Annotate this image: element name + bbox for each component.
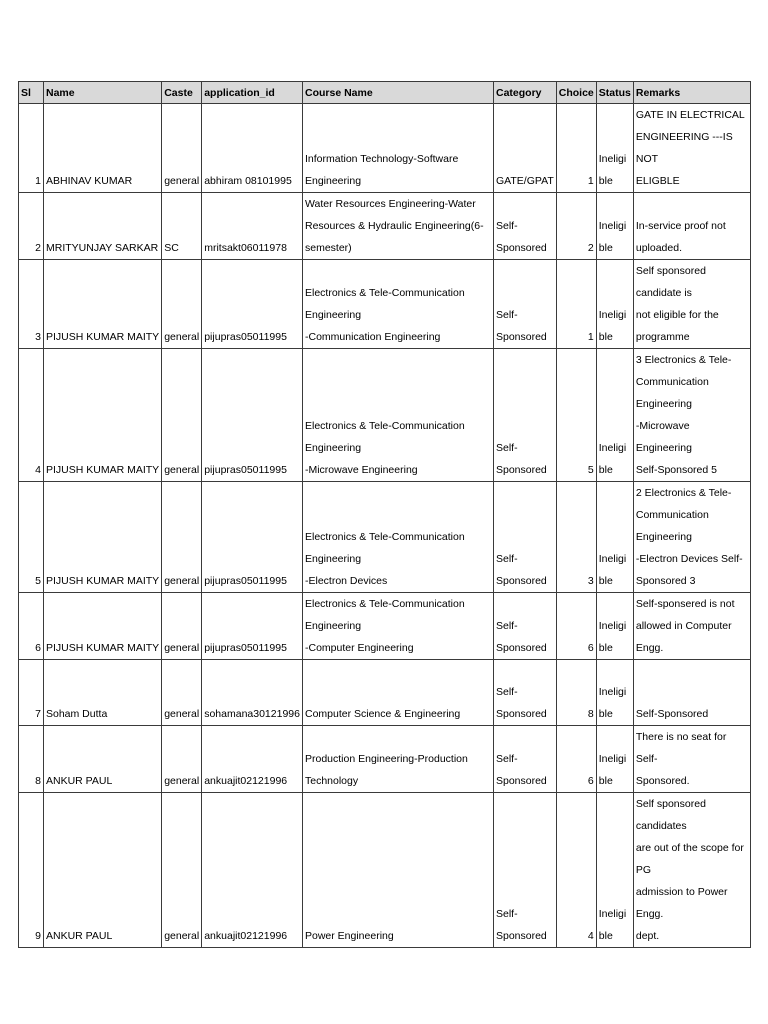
cell-category: Self- Sponsored [493,260,556,349]
cell-application-id: mritsakt06011978 [202,193,303,260]
cell-name: PIJUSH KUMAR MAITY [44,482,162,593]
cell-caste: general [162,793,202,948]
cell-choice: 8 [556,660,596,726]
cell-choice: 5 [556,349,596,482]
header-row [19,82,751,104]
cell-application-id: ankuajit02121996 [202,793,303,948]
cell-name: ANKUR PAUL [44,726,162,793]
cell-category: Self- Sponsored [493,793,556,948]
cell-status: Ineligi ble [596,349,633,482]
table-row [19,660,751,726]
cell-choice: 6 [556,726,596,793]
cell-caste: general [162,349,202,482]
cell-choice: 2 [556,193,596,260]
cell-choice: 4 [556,793,596,948]
cell-sl: 9 [19,793,44,948]
cell-course: Electronics & Tele-Communication Engineering -Computer Engineering [302,593,493,660]
cell-choice: 1 [556,104,596,193]
cell-course: Information Technology-Software Engineering [302,104,493,193]
cell-status: Ineligi ble [596,260,633,349]
cell-name: MRITYUNJAY SARKAR [44,193,162,260]
cell-sl: 5 [19,482,44,593]
cell-course: Electronics & Tele-Communication Engineering -Communication Engineering [302,260,493,349]
cell-application-id: pijupras05011995 [202,349,303,482]
cell-sl: 4 [19,349,44,482]
applications-table [18,81,751,948]
cell-name: ANKUR PAUL [44,793,162,948]
cell-category: Self- Sponsored [493,726,556,793]
header-caste: Caste [162,82,202,104]
cell-category: Self- Sponsored [493,349,556,482]
cell-category: GATE/GPAT [493,104,556,193]
cell-name: Soham Dutta [44,660,162,726]
table-row [19,104,751,193]
cell-sl: 8 [19,726,44,793]
cell-sl: 3 [19,260,44,349]
cell-sl: 2 [19,193,44,260]
header-sl: Sl [19,82,44,104]
header-choice: Choice [556,82,596,104]
table-row [19,793,751,948]
cell-status: Ineligi ble [596,104,633,193]
cell-remarks: In-service proof not uploaded. [633,193,750,260]
cell-category: Self- Sponsored [493,593,556,660]
cell-caste: general [162,104,202,193]
cell-status: Ineligi ble [596,660,633,726]
table-body [19,104,751,948]
cell-caste: general [162,260,202,349]
cell-name: PIJUSH KUMAR MAITY [44,349,162,482]
header-category: Category [493,82,556,104]
cell-choice: 3 [556,482,596,593]
cell-remarks: Self-sponsered is not allowed in Computer Engg. [633,593,750,660]
cell-sl: 7 [19,660,44,726]
cell-course: Production Engineering-Production Technology [302,726,493,793]
cell-status: Ineligi ble [596,793,633,948]
cell-remarks: GATE IN ELECTRICAL ENGINEERING ---IS NOT ELIGBLE [633,104,750,193]
cell-remarks: Self sponsored candidate is not eligible for the programme [633,260,750,349]
table-row [19,260,751,349]
header-application-id: application_id [202,82,303,104]
cell-sl: 6 [19,593,44,660]
table-row [19,193,751,260]
cell-status: Ineligi ble [596,593,633,660]
cell-choice: 1 [556,260,596,349]
cell-name: PIJUSH KUMAR MAITY [44,593,162,660]
cell-application-id: pijupras05011995 [202,260,303,349]
cell-remarks: Self sponsored candidates are out of the scope for PG admission to Power Engg. dept. [633,793,750,948]
cell-remarks: 3 Electronics & Tele- Communication Engineering -Microwave Engineering Self-Sponsored 5 [633,349,750,482]
cell-application-id: sohamana30121996 [202,660,303,726]
header-remarks: Remarks [633,82,750,104]
cell-caste: SC [162,193,202,260]
cell-course: Electronics & Tele-Communication Engineering -Microwave Engineering [302,349,493,482]
cell-course: Computer Science & Engineering [302,660,493,726]
cell-course: Power Engineering [302,793,493,948]
cell-status: Ineligi ble [596,193,633,260]
cell-application-id: pijupras05011995 [202,593,303,660]
cell-sl: 1 [19,104,44,193]
cell-status: Ineligi ble [596,726,633,793]
cell-choice: 6 [556,593,596,660]
cell-application-id: abhiram 08101995 [202,104,303,193]
cell-category: Self- Sponsored [493,193,556,260]
cell-course: Electronics & Tele-Communication Engineering -Electron Devices [302,482,493,593]
cell-caste: general [162,660,202,726]
cell-name: PIJUSH KUMAR MAITY [44,260,162,349]
cell-remarks: 2 Electronics & Tele- Communication Engineering -Electron Devices Self- Sponsored 3 [633,482,750,593]
table-row [19,349,751,482]
cell-status: Ineligi ble [596,482,633,593]
table-row [19,593,751,660]
table-row [19,482,751,593]
cell-course: Water Resources Engineering-Water Resources & Hydraulic Engineering(6- semester) [302,193,493,260]
header-status: Status [596,82,633,104]
cell-caste: general [162,593,202,660]
cell-caste: general [162,726,202,793]
cell-category: Self- Sponsored [493,660,556,726]
cell-category: Self- Sponsored [493,482,556,593]
cell-name: ABHINAV KUMAR [44,104,162,193]
cell-application-id: ankuajit02121996 [202,726,303,793]
header-name: Name [44,82,162,104]
header-course-name: Course Name [302,82,493,104]
cell-application-id: pijupras05011995 [202,482,303,593]
cell-caste: general [162,482,202,593]
table-row [19,726,751,793]
cell-remarks: Self-Sponsored [633,660,750,726]
cell-remarks: There is no seat for Self- Sponsored. [633,726,750,793]
